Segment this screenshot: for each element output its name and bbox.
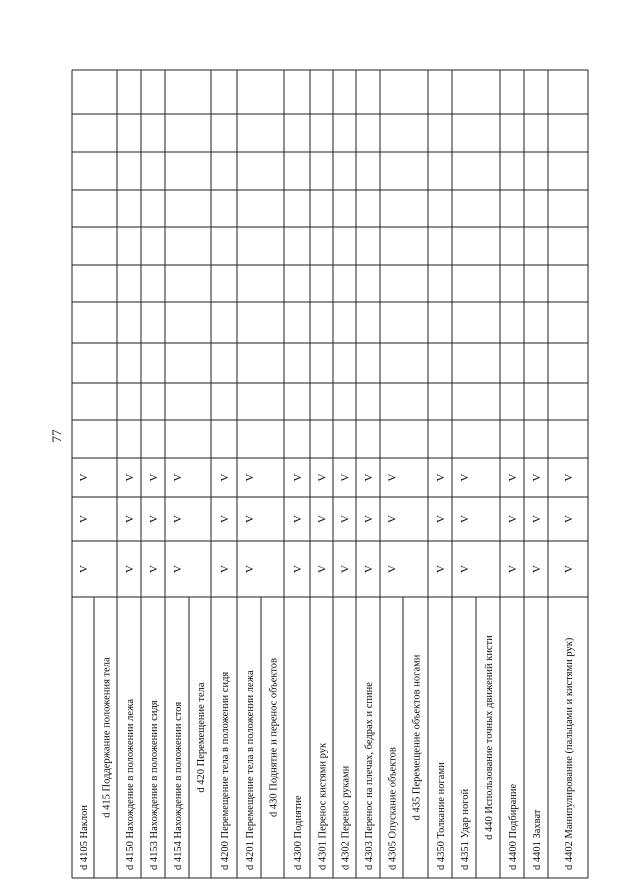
check-mark: V (363, 565, 375, 573)
check-mark: V (459, 473, 471, 482)
check-mark: V (563, 473, 575, 482)
check-mark: V (124, 515, 136, 523)
row-label: d 4153 Нахождение в положении сидя (149, 700, 160, 870)
table-row (172, 473, 184, 870)
table-row (563, 473, 575, 870)
check-mark: V (78, 515, 90, 523)
check-mark: V (339, 473, 352, 482)
section-heading: d 440 Использование точных движений кисти (484, 635, 495, 840)
table-row (340, 473, 352, 870)
check-mark: V (172, 565, 184, 573)
row-label: d 4302 Перенос руками (340, 765, 352, 870)
check-mark: V (507, 473, 519, 482)
check-mark: V (531, 473, 543, 482)
check-mark: V (316, 515, 329, 523)
row-label: d 4402 Манипулирование (пальцами и кистями рук) (564, 637, 575, 870)
check-mark: V (124, 565, 136, 573)
check-mark: V (363, 515, 375, 523)
check-mark: V (172, 515, 184, 523)
check-mark: V (148, 515, 160, 523)
row-label: d 4350 Толкание ногами (436, 762, 447, 870)
section-heading-row (412, 654, 423, 820)
section-heading: d 415 Поддержание положения тела (101, 657, 113, 818)
check-mark: V (292, 515, 304, 523)
row-label: d 4105 Наклон (79, 805, 90, 870)
check-mark: V (148, 473, 160, 482)
table-row (124, 473, 136, 870)
section-heading-row (196, 682, 207, 792)
table-row (244, 473, 256, 870)
check-mark: V (316, 473, 329, 482)
check-mark: V (531, 515, 543, 523)
row-label: d 4400 Подбирание (508, 783, 519, 870)
check-mark: V (219, 565, 231, 573)
check-mark: V (459, 565, 471, 573)
page-number: 77 (49, 429, 64, 443)
check-mark: V (244, 515, 256, 523)
row-label: d 4154 Нахождение в положении стоя (173, 701, 184, 870)
table-row (363, 473, 375, 870)
row-label: d 4201 Перемещение тела в положении лежа (245, 670, 256, 870)
table-row (78, 473, 90, 870)
check-mark: V (386, 515, 399, 523)
check-mark: V (78, 565, 90, 573)
row-label: d 4351 Удар ногой (460, 788, 471, 870)
check-mark: V (172, 473, 184, 482)
check-mark: V (459, 515, 471, 523)
check-mark: V (339, 565, 352, 573)
table-row (459, 473, 471, 870)
check-mark: V (316, 565, 329, 573)
table-row (531, 473, 543, 870)
table-row (219, 473, 231, 870)
check-mark: V (531, 565, 543, 573)
check-mark: V (563, 515, 575, 523)
check-mark: V (244, 565, 256, 573)
section-heading: d 420 Перемещение тела (196, 682, 207, 793)
check-mark: V (219, 515, 231, 523)
check-mark: V (507, 565, 519, 573)
check-mark: V (563, 565, 575, 573)
row-label: d 4300 Поднятие (293, 795, 304, 870)
row-label: d 4305 Опускание объектов (387, 747, 399, 870)
check-mark: V (292, 565, 304, 573)
check-mark: V (148, 565, 160, 573)
table-row (507, 473, 519, 870)
row-label: d 4150 Нахождение в положении лежа (125, 699, 136, 870)
check-mark: V (386, 473, 399, 482)
check-mark: V (386, 565, 399, 573)
table-row (435, 473, 447, 870)
row-label: d 4401 Захват (532, 809, 543, 870)
check-mark: V (507, 515, 519, 523)
table-row (317, 473, 329, 870)
check-mark: V (435, 515, 447, 523)
check-mark: V (435, 473, 447, 482)
section-heading-row (269, 658, 280, 817)
row-label: d 4200 Перемещение тела в положении сидя (220, 671, 231, 870)
section-heading: d 435 Перемещение объектов ногами (411, 654, 423, 821)
section-heading: d 430 Поднятие и перенос объектов (268, 658, 280, 817)
check-mark: V (78, 473, 90, 482)
row-label: d 4303 Перенос на плечах, бедрах и спине (364, 682, 375, 870)
check-mark: V (124, 473, 136, 482)
check-mark: V (363, 473, 375, 482)
section-heading-row (484, 635, 495, 840)
table-row (387, 473, 399, 870)
table-row (292, 473, 304, 870)
table-row (148, 473, 160, 870)
check-mark: V (244, 473, 256, 482)
check-mark: V (219, 473, 231, 482)
check-mark: V (292, 473, 304, 482)
section-heading-row (102, 657, 113, 818)
check-mark: V (435, 565, 447, 573)
row-label: d 4301 Перенос кистями рук (317, 742, 329, 870)
check-mark: V (339, 515, 352, 523)
